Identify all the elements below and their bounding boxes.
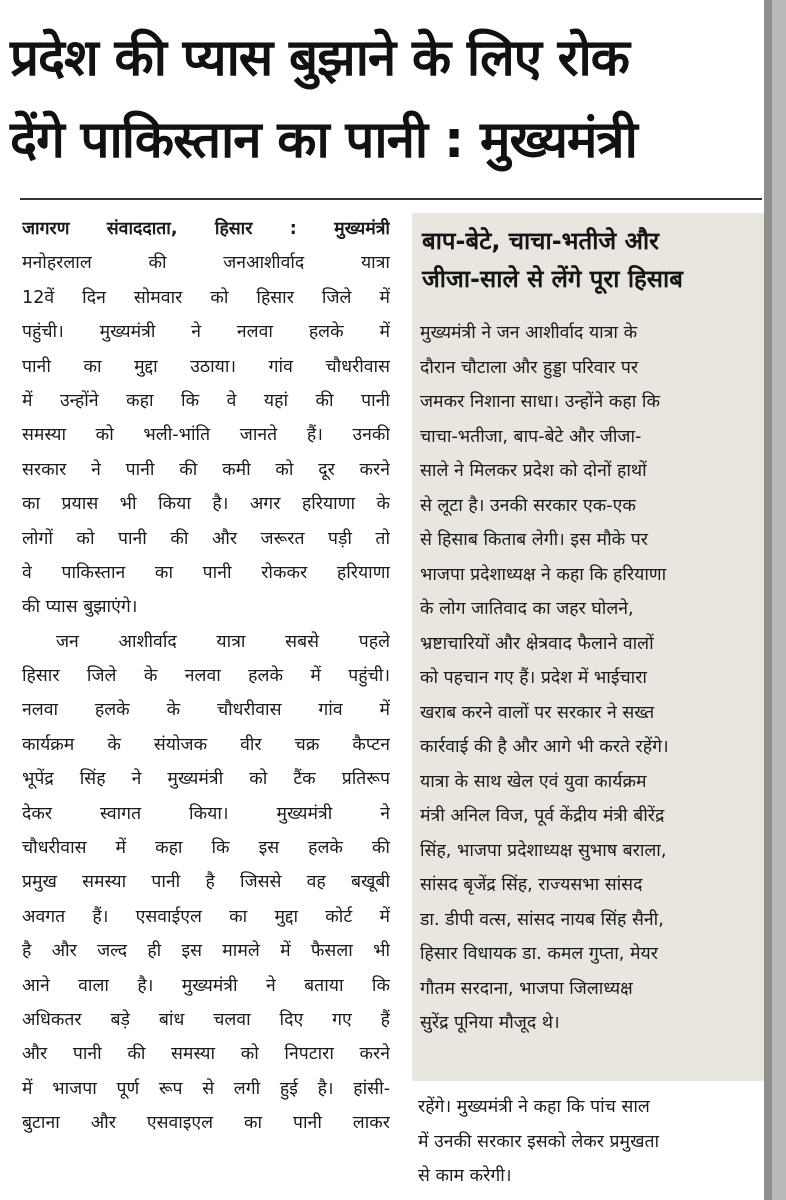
sidebar-line: हिसार विधायक डा. कमल गुप्ता, मेयर [420, 944, 658, 964]
sidebar-line: सिंह, भाजपा प्रदेशाध्यक्ष सुभाष बराला, [420, 840, 667, 861]
article-line: समस्या को भली-भांति जानते हैं। उनकी [22, 425, 390, 446]
sidebar-box-body [420, 316, 756, 1041]
sidebar-line: से लूटा है। उनकी सरकार एक-एक [420, 495, 636, 516]
sidebar-line: सुरेंद्र पूनिया मौजूद थे। [420, 1013, 560, 1033]
page-edge [764, 0, 786, 1200]
article-line: से काम करेगी। [418, 1166, 512, 1186]
article-line: वे पाकिस्तान का पानी रोककर हरियाणा [22, 562, 390, 583]
article-line: नलवा हलके के चौधरीवास गांव में [22, 700, 390, 721]
sidebar-line: खराब करने वालों पर सरकार ने सख्त [420, 702, 655, 723]
sidebar-line: दौरान चौटाला और हुड्डा परिवार पर [420, 357, 639, 378]
sidebar-title-line-1: बाप-बेटे, चाचा-भतीजे और [422, 227, 659, 255]
article-line: का प्रयास भी किया है। अगर हरियाणा के [22, 494, 390, 515]
article-line: की प्यास बुझाएंगे। [22, 597, 138, 618]
article-line: जागरण संवाददाता, हिसार : मुख्यमंत्री [22, 219, 390, 239]
article-line: में उनकी सरकार इसको लेकर प्रमुखता [418, 1131, 660, 1152]
article-line: में भाजपा पूर्ण रूप से लगी हुई है। हांसी- [22, 1078, 390, 1099]
article-line: अधिकतर बड़े बांध चलवा दिए गए हैं [22, 1009, 390, 1030]
sidebar-line: यात्रा के साथ खेल एवं युवा कार्यक्रम [420, 771, 647, 792]
article-line: भूपेंद्र सिंह ने मुख्यमंत्री को टैंक प्रतिरूप [22, 769, 390, 790]
article-line: और पानी की समस्या को निपटारा करने [22, 1044, 390, 1065]
headline-line-2: देंगे पाकिस्तान का पानी : मुख्यमंत्री [10, 111, 637, 170]
sidebar-line: कार्रवाई की है और आगे भी करते रहेंगे। [420, 737, 669, 757]
page-edge-shadow [764, 0, 772, 1200]
article-line: मनोहरलाल की जनआशीर्वाद यात्रा [22, 253, 390, 274]
sidebar-line: से हिसाब किताब लेगी। इस मौके पर [420, 530, 648, 550]
article-line: में उन्होंने कहा कि वे यहां की पानी [22, 390, 390, 411]
sidebar-line: भ्रष्टाचारियों और क्षेत्रवाद फैलाने वालों [420, 633, 654, 654]
headline [10, 18, 758, 182]
article-line: सरकार ने पानी की कमी को दूर करने [22, 459, 390, 480]
article-line: हिसार जिले के नलवा हलके में पहुंची। [22, 666, 390, 687]
article-line: लोगों को पानी की और जरूरत पड़ी तो [22, 528, 390, 549]
article-line: 12वें दिन सोमवार को हिसार जिले में [22, 287, 390, 308]
article-line: पानी का मुद्दा उठाया। गांव चौधरीवास [22, 356, 390, 377]
sidebar-line: को पहचान गए हैं। प्रदेश में भाईचारा [420, 668, 647, 688]
sidebar-line: गौतम सरदाना, भाजपा जिलाध्यक्ष [420, 978, 633, 999]
sidebar-line: मंत्री अनिल विज, पूर्व केंद्रीय मंत्री बीरेंद्र [420, 806, 665, 826]
sidebar-line: चाचा-भतीजा, बाप-बेटे और जीजा- [420, 426, 642, 447]
sidebar-line: भाजपा प्रदेशाध्यक्ष ने कहा कि हरियाणा [420, 564, 667, 585]
article-line: चौधरीवास में कहा कि इस हलके की [22, 838, 390, 859]
sidebar-line: डा. डीपी वत्स, सांसद नायब सिंह सैनी, [420, 909, 664, 930]
article-line: प्रमुख समस्या पानी है जिससे वह बखूबी [22, 872, 390, 893]
article-line: रहेंगे। मुख्यमंत्री ने कहा कि पांच साल [418, 1097, 650, 1117]
sidebar-line: सांसद बृजेंद्र सिंह, राज्यसभा सांसद [420, 875, 643, 895]
headline-rule [20, 198, 762, 200]
article-line: पहुंची। मुख्यमंत्री ने नलवा हलके में [22, 322, 390, 343]
article-line: देकर स्वागत किया। मुख्यमंत्री ने [22, 803, 390, 824]
article-line: बुटाना और एसवाइएल का पानी लाकर [22, 1113, 390, 1134]
article-line: कार्यक्रम के संयोजक वीर चक्र कैप्टन [22, 734, 390, 755]
sidebar-line: साले ने मिलकर प्रदेश को दोनों हाथों [420, 461, 647, 481]
article-line: अवगत हैं। एसवाईएल का मुद्दा कोर्ट में [22, 906, 390, 927]
sidebar-line: मुख्यमंत्री ने जन आशीर्वाद यात्रा के [420, 323, 638, 343]
sidebar-line: जमकर निशाना साधा। उन्होंने कहा कि [420, 392, 660, 412]
article-line: है और जल्द ही इस मामले में फैसला भी [22, 941, 390, 962]
sidebar-box-title [422, 222, 762, 298]
left-column-article [22, 212, 390, 1141]
sidebar-line: के लोग जातिवाद का जहर घोलने, [420, 599, 634, 619]
sidebar-title-line-2: जीजा-साले से लेंगे पूरा हिसाब [422, 265, 683, 293]
article-line: आने वाला है। मुख्यमंत्री ने बताया कि [22, 975, 390, 996]
article-line: जन आशीर्वाद यात्रा सबसे पहले [56, 631, 390, 652]
right-column-continuation [418, 1090, 762, 1194]
headline-line-1: प्रदेश की प्यास बुझाने के लिए रोक [10, 29, 629, 88]
